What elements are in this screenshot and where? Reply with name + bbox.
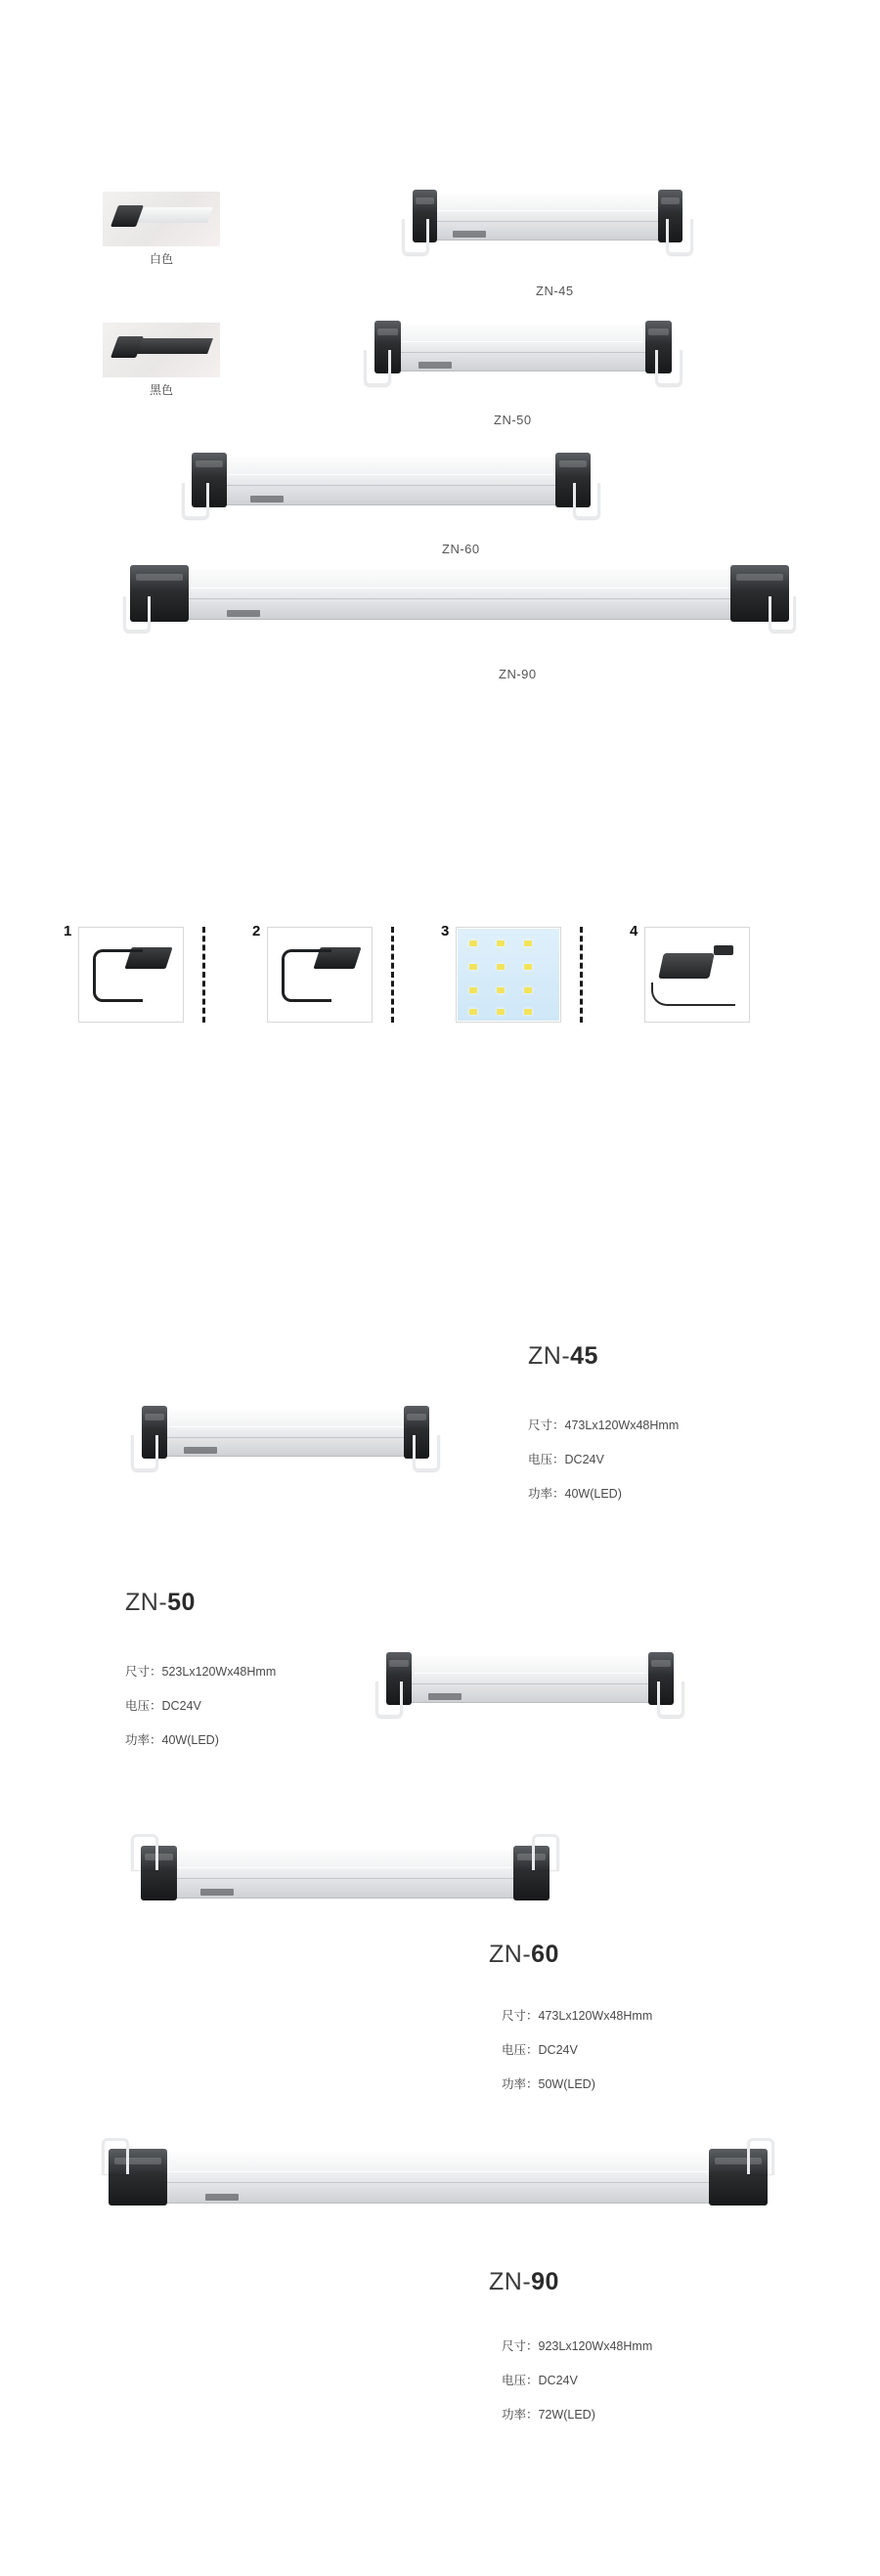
model-label-zn60: ZN-60 [442, 542, 480, 556]
spec-size-key: 尺寸： [528, 1419, 565, 1432]
model-label-zn50: ZN-50 [494, 413, 532, 427]
white-swatch [103, 192, 220, 266]
mounting-bracket-left [102, 2138, 129, 2174]
brand-logo [418, 362, 452, 369]
feature-box-4 [644, 927, 750, 1023]
brand-logo [205, 2194, 239, 2201]
spec-size-value: 473Lx120Wx48Hmm [538, 2009, 653, 2023]
mounting-bracket-right [655, 350, 682, 386]
spec-power-value: 40W(LED) [564, 1487, 622, 1501]
spec-voltage-zn90 [502, 2371, 578, 2388]
led-dot [524, 964, 532, 970]
spec-power-key: 功率： [528, 1487, 565, 1501]
spec-voltage-value: DC24V [538, 2043, 578, 2057]
product-image-zn50 [377, 323, 669, 371]
mounting-bracket-right [573, 483, 600, 519]
black-swatch [103, 323, 220, 397]
spec-power-key: 功率： [502, 2077, 539, 2091]
brand-logo [184, 1447, 217, 1454]
power-adapter-icon [658, 953, 715, 979]
bracket-icon [282, 943, 358, 1006]
spec-model-prefix: ZN- [489, 1941, 532, 1968]
black-swatch-label: 黑色 [149, 383, 173, 397]
brand-logo [227, 610, 260, 617]
feature-box-1 [78, 927, 184, 1023]
product-image-zn45 [416, 192, 680, 240]
mounting-bracket-left [131, 1834, 158, 1870]
mounting-bracket-left [182, 483, 209, 519]
spec-voltage-zn45 [528, 1450, 604, 1467]
mounting-bracket-right [747, 2138, 774, 2174]
spec-voltage-value: DC24V [161, 1699, 201, 1713]
white-swatch-label: 白色 [149, 252, 173, 266]
mounting-bracket-left [131, 1435, 158, 1471]
spec-model-prefix: ZN- [125, 1589, 168, 1616]
spec-size-key: 尺寸： [502, 2339, 539, 2353]
lamp-end-cap [110, 205, 144, 227]
bracket-wire [282, 949, 331, 1002]
mounting-bracket-right [413, 1435, 440, 1471]
led-dot [497, 964, 505, 970]
spec-voltage-key: 电压： [502, 2374, 539, 2387]
spec-voltage-value: DC24V [538, 2374, 578, 2387]
bracket-wire [93, 949, 143, 1002]
lamp-panel [167, 2151, 709, 2204]
spec-power-value: 72W(LED) [538, 2408, 595, 2422]
mounting-bracket-right [666, 219, 693, 255]
spec-voltage-zn50 [125, 1696, 201, 1714]
product-image-zn90 [137, 567, 782, 620]
spec-size-zn90 [502, 2336, 652, 2354]
model-label-zn90: ZN-90 [499, 667, 537, 681]
divider-dashed-2 [391, 927, 394, 1023]
lamp-body [137, 567, 782, 620]
lamp-body [377, 323, 669, 371]
led-dot [469, 1009, 477, 1015]
spec-model-prefix: ZN- [528, 1342, 571, 1370]
spec-voltage-key: 电压： [125, 1699, 162, 1713]
lamp-body [145, 1848, 546, 1899]
led-dot [497, 1009, 505, 1015]
mounting-bracket-left [402, 219, 429, 255]
led-dot [524, 987, 532, 993]
feature-box-3 [456, 927, 561, 1023]
spec-voltage-value: DC24V [564, 1453, 604, 1466]
spec-power-value: 40W(LED) [161, 1733, 219, 1747]
white-lamp-thumb [109, 205, 214, 227]
spec-model-suffix: 60 [531, 1941, 559, 1968]
lamp-body [196, 455, 587, 505]
lamp-body [416, 192, 680, 240]
mounting-bracket-right [532, 1834, 559, 1870]
bracket-icon [93, 943, 169, 1006]
spec-model-suffix: 45 [570, 1342, 598, 1370]
mounting-bracket-left [364, 350, 391, 386]
power-cord [651, 982, 735, 1006]
spec-power-key: 功率： [125, 1733, 162, 1747]
lamp-end-cap [110, 336, 144, 358]
spec-voltage-zn60 [502, 2040, 578, 2058]
divider-dashed-1 [202, 927, 205, 1023]
spec-power-zn90 [502, 2405, 595, 2423]
led-dot [469, 987, 477, 993]
led-panel-icon [458, 929, 559, 1021]
divider-dashed-3 [580, 927, 583, 1023]
led-dot [469, 964, 477, 970]
led-dot [524, 940, 532, 946]
feature-number-3: 3 [441, 923, 450, 939]
brand-logo [428, 1693, 462, 1700]
led-dot [497, 987, 505, 993]
brand-logo [453, 231, 486, 238]
spec-size-zn45 [528, 1416, 679, 1433]
lamp-body [145, 1408, 426, 1457]
spec-power-value: 50W(LED) [538, 2077, 595, 2091]
power-plug [714, 945, 733, 955]
led-dot [524, 1009, 532, 1015]
lamp-body [115, 2151, 761, 2204]
mounting-bracket-right [657, 1681, 684, 1718]
spec-voltage-key: 电压： [502, 2043, 539, 2057]
spec-title-zn60 [489, 1941, 559, 1969]
lamp-body [389, 1654, 671, 1703]
spec-model-suffix: 50 [167, 1589, 196, 1616]
spec-power-zn45 [528, 1484, 622, 1502]
spec-size-key: 尺寸： [125, 1665, 162, 1679]
model-label-zn45: ZN-45 [536, 284, 574, 298]
spec-title-zn90 [489, 2268, 559, 2296]
product-image-spec-zn50 [389, 1654, 671, 1703]
black-lamp-thumb [109, 336, 214, 358]
spec-power-zn50 [125, 1730, 219, 1748]
spec-title-zn45 [528, 1342, 598, 1371]
spec-size-value: 923Lx120Wx48Hmm [538, 2339, 653, 2353]
feature-box-2 [267, 927, 373, 1023]
spec-model-prefix: ZN- [489, 2268, 532, 2295]
spec-size-value: 523Lx120Wx48Hmm [161, 1665, 277, 1679]
feature-number-4: 4 [630, 923, 638, 939]
product-image-spec-zn90 [115, 2151, 761, 2204]
mounting-bracket-right [769, 596, 796, 633]
brand-logo [250, 496, 284, 502]
mounting-bracket-left [123, 596, 151, 633]
spec-size-zn60 [502, 2006, 652, 2024]
spec-size-value: 473Lx120Wx48Hmm [564, 1419, 680, 1432]
feature-number-2: 2 [252, 923, 261, 939]
led-dot [497, 940, 505, 946]
mounting-bracket-left [375, 1681, 403, 1718]
spec-size-key: 尺寸： [502, 2009, 539, 2023]
spec-size-zn50 [125, 1662, 276, 1680]
spec-power-zn60 [502, 2074, 595, 2092]
product-image-spec-zn60 [145, 1848, 546, 1899]
spec-power-key: 功率： [502, 2408, 539, 2422]
product-image-zn60 [196, 455, 587, 505]
brand-logo [200, 1889, 234, 1896]
lamp-panel [189, 567, 730, 620]
spec-title-zn50 [125, 1589, 196, 1617]
spec-voltage-key: 电压： [528, 1453, 565, 1466]
product-image-spec-zn45 [145, 1408, 426, 1457]
spec-model-suffix: 90 [531, 2268, 559, 2295]
feature-number-1: 1 [64, 923, 72, 939]
led-dot [469, 940, 477, 946]
